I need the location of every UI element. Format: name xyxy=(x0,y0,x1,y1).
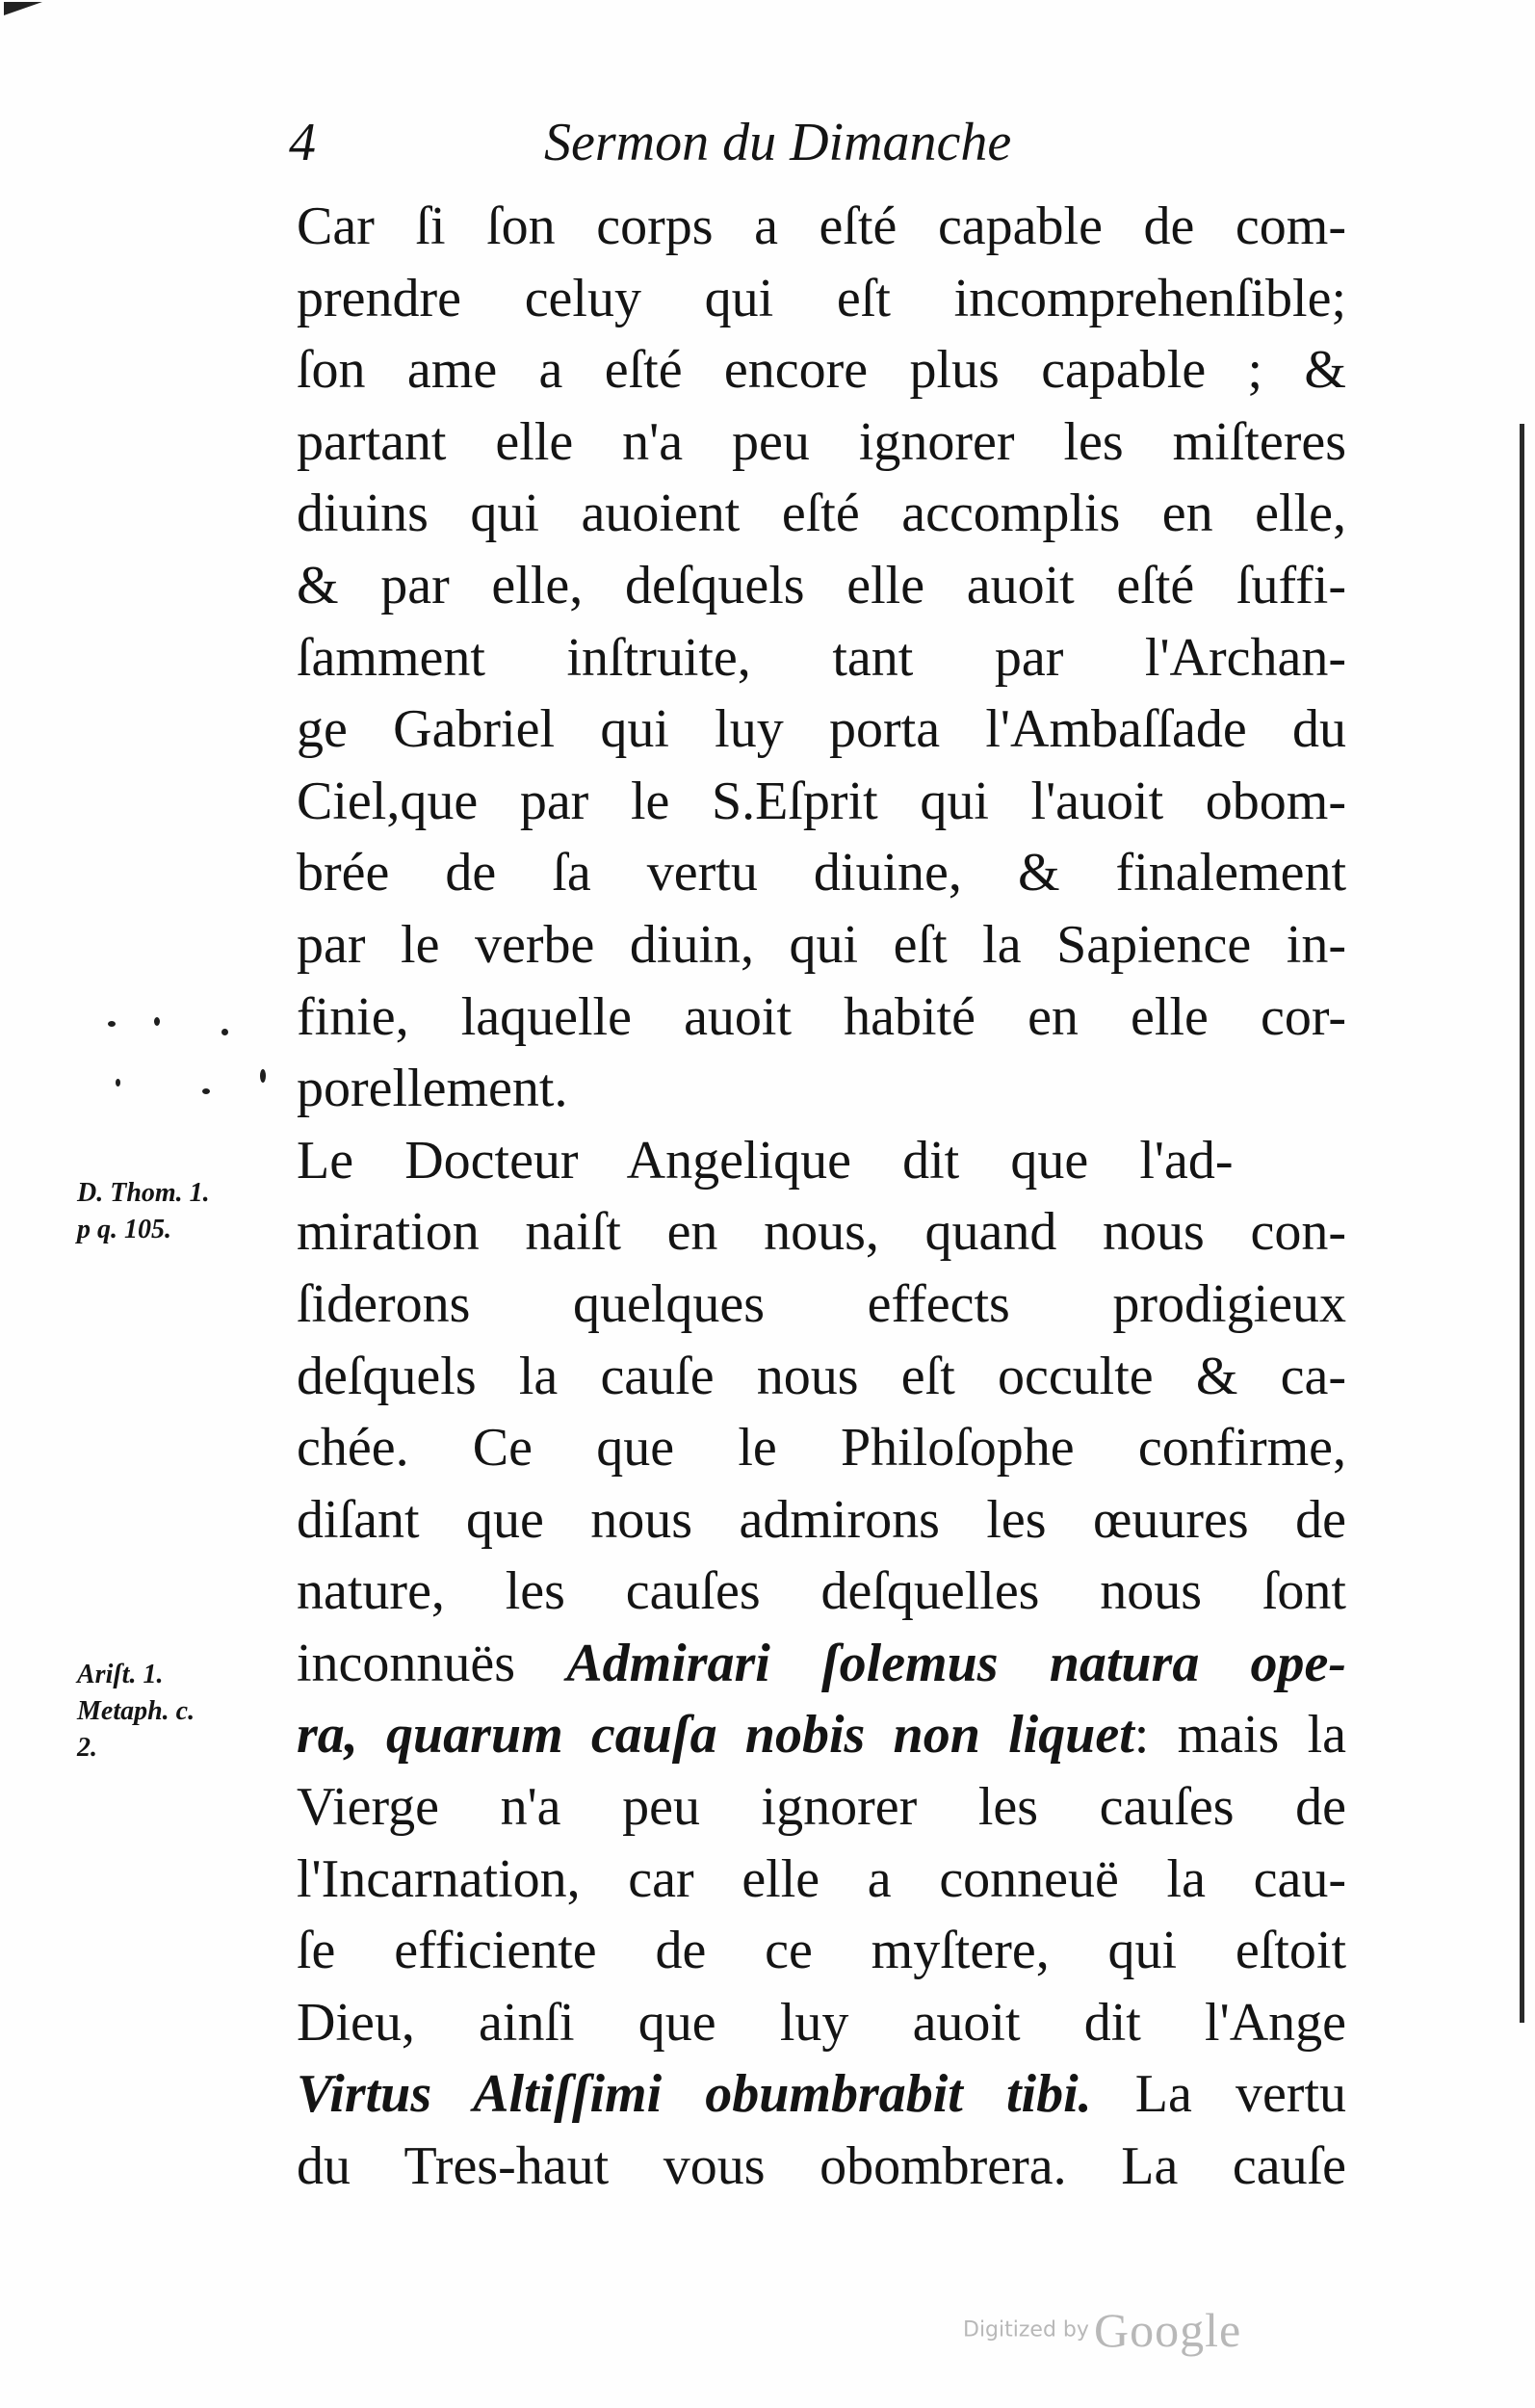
text-segment: partant elle n'a peu ignorer les miſteres xyxy=(297,411,1346,472)
text-segment: l'Incarnation, car elle a conneuë la cau- xyxy=(297,1848,1346,1909)
margin-note-thomas xyxy=(77,1175,284,1248)
text-line xyxy=(297,406,1346,479)
ink-speck xyxy=(260,1069,266,1083)
text-segment: ſe efficiente de ce myſtere, qui eſtoit xyxy=(297,1921,1346,1981)
body-text xyxy=(297,191,1346,2203)
text-segment: La vertu xyxy=(1091,2064,1346,2125)
latin-quote: ra, quarum cauſa nobis non liquet xyxy=(297,1705,1134,1766)
running-title: Sermon du Dimanche xyxy=(544,113,1012,172)
text-line xyxy=(297,622,1346,694)
margin-note-line: 2. xyxy=(77,1733,97,1763)
text-line xyxy=(297,191,1346,263)
digitized-watermark xyxy=(963,2302,1310,2360)
text-line xyxy=(297,1844,1346,1916)
text-line xyxy=(297,909,1346,982)
text-segment: chée. Ce que le Philoſophe confirme, xyxy=(297,1418,1346,1479)
ink-speck xyxy=(108,1021,116,1027)
google-logo: Google xyxy=(1094,2303,1242,2357)
text-segment: prendre celuy qui eſt incomprehenſible; xyxy=(297,268,1346,328)
text-line xyxy=(297,694,1346,766)
text-line xyxy=(297,478,1346,550)
margin-note-aristotle xyxy=(77,1657,284,1767)
ink-speck xyxy=(154,1017,160,1026)
text-line xyxy=(297,1196,1346,1269)
margin-note-line: Ariſt. 1. xyxy=(77,1660,164,1689)
text-segment: diuins qui auoient eſté accomplis en elle, xyxy=(297,484,1346,544)
text-line xyxy=(297,982,1346,1054)
text-segment: nature, les cauſes deſquelles nous ſont xyxy=(297,1561,1346,1622)
text-line xyxy=(297,1556,1346,1628)
text-line xyxy=(297,1412,1346,1484)
text-line xyxy=(297,1628,1346,1700)
text-segment: Vierge n'a peu ignorer les cauſes de xyxy=(297,1777,1346,1838)
text-segment: ſon ame a eſté encore plus capable ; & xyxy=(297,340,1346,401)
text-segment: brée de ſa vertu diuine, & finalement xyxy=(297,843,1346,903)
latin-quote: Admirari ſolemus natura ope- xyxy=(566,1633,1346,1693)
text-line xyxy=(297,766,1346,838)
text-segment: par le verbe diuin, qui eſt la Sapience in- xyxy=(297,914,1346,975)
text-line xyxy=(297,1341,1346,1413)
text-line xyxy=(297,2131,1346,2203)
text-line xyxy=(297,550,1346,622)
text-segment: Le Docteur Angelique dit que l'ad- xyxy=(297,1130,1234,1191)
watermark-prefix: Digitized by xyxy=(963,2317,1089,2343)
text-segment: inconnuës xyxy=(297,1633,567,1693)
margin-note-line: D. Thom. 1. xyxy=(77,1178,210,1208)
text-line xyxy=(297,2058,1346,2131)
text-segment: : mais la xyxy=(1133,1705,1346,1766)
text-line xyxy=(297,1269,1346,1341)
ink-specks xyxy=(96,1011,289,1137)
text-segment: & par elle, deſquels elle auoit eſté ſuffi- xyxy=(297,555,1346,615)
text-line xyxy=(297,1125,1346,1197)
text-line xyxy=(297,1771,1346,1844)
text-segment: ſamment inſtruite, tant par l'Archan- xyxy=(297,627,1346,688)
text-segment: du Tres-haut vous obombrera. La cauſe xyxy=(297,2136,1346,2197)
text-line xyxy=(297,1053,1346,1125)
page-edge-shadow xyxy=(1520,424,1524,2023)
text-segment: Dieu, ainſi que luy auoit dit l'Ange xyxy=(297,1992,1346,2053)
text-segment: porellement. xyxy=(297,1059,568,1119)
text-segment: Ciel,que par le S.Eſprit qui l'auoit obom- xyxy=(297,771,1346,831)
page-header xyxy=(279,114,1146,181)
text-segment: deſquels la cauſe nous eſt occulte & ca- xyxy=(297,1346,1346,1406)
scan-corner-mark xyxy=(4,2,42,15)
text-line xyxy=(297,837,1346,909)
text-line xyxy=(297,263,1346,335)
text-segment: ſiderons quelques effects prodigieux xyxy=(297,1273,1346,1334)
ink-speck xyxy=(116,1079,120,1086)
text-line xyxy=(297,1987,1346,2059)
margin-note-line: p q. 105. xyxy=(77,1215,171,1244)
page-number: 4 xyxy=(289,113,316,172)
latin-quote: Virtus Altiſſimi obumbrabit tibi. xyxy=(297,2064,1092,2125)
text-segment: diſant que nous admirons les œuures de xyxy=(297,1489,1346,1550)
text-line xyxy=(297,1699,1346,1771)
text-line xyxy=(297,334,1346,406)
text-segment: finie, laquelle auoit habité en elle cor- xyxy=(297,986,1346,1047)
text-segment: miration naiſt en nous, quand nous con- xyxy=(297,1202,1346,1263)
text-segment: Car ſi ſon corps a eſté capable de com- xyxy=(297,196,1346,256)
text-segment: ge Gabriel qui luy porta l'Ambaſſade du xyxy=(297,699,1346,760)
margin-note-line: Metaph. c. xyxy=(77,1696,195,1726)
ink-speck xyxy=(202,1088,210,1094)
ink-speck xyxy=(221,1029,228,1035)
text-line xyxy=(297,1915,1346,1987)
text-line xyxy=(297,1484,1346,1557)
